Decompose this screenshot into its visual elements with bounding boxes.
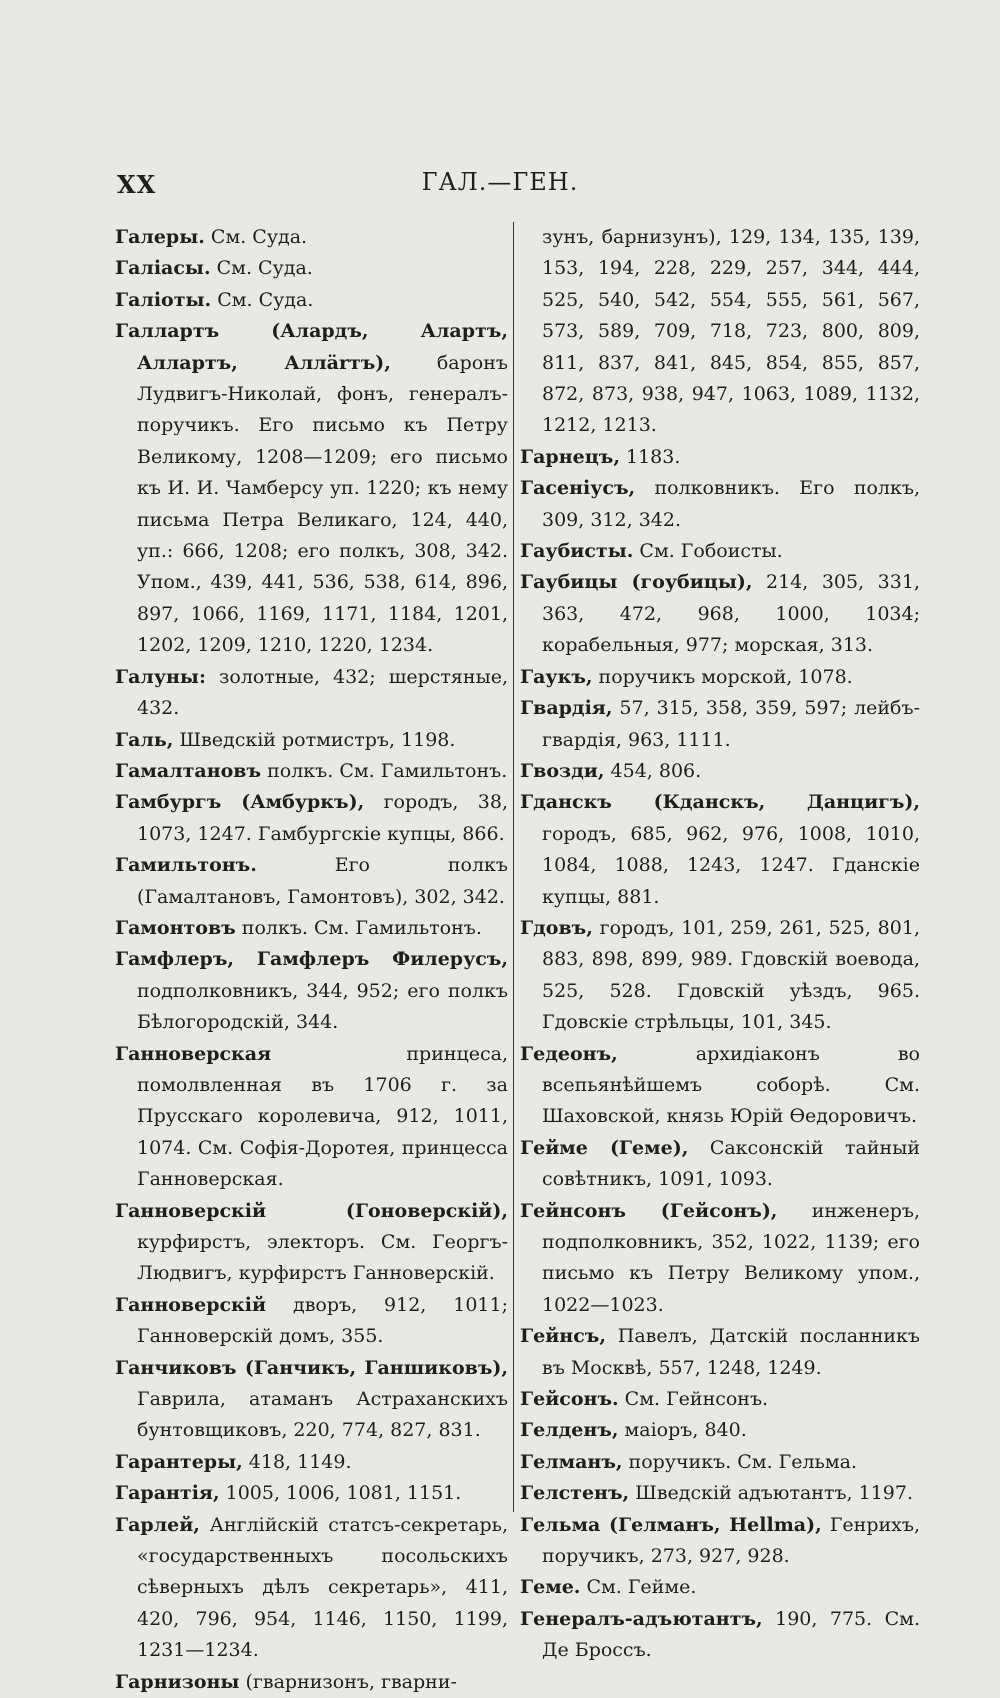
index-entry [520, 1384, 920, 1415]
entry-headword: Гейнсонъ (Гейсонъ), [520, 1199, 778, 1222]
entry-headword: Гамфлеръ, Гамфлеръ Филерусъ, [115, 948, 508, 971]
index-entry [520, 1478, 920, 1509]
entry-text: Шведскій адъютантъ, 1197. [629, 1482, 914, 1505]
entry-text: Его полкъ (Гамалтановъ, Гамонтовъ), 302, 342. [137, 854, 508, 908]
entry-headword: Галеры. [115, 226, 205, 248]
entry-headword: Гарантеры, [115, 1450, 243, 1473]
entry-text: Шведскій ротмистръ, 1198. [173, 728, 456, 751]
entry-text: золотные, 432; шерстяные, 432. [137, 665, 508, 720]
index-entry [520, 536, 920, 567]
entry-headword: Гейсонъ. [520, 1388, 619, 1411]
entry-text: Генрихъ, поручикъ, 273, 927, 928. [542, 1513, 920, 1568]
entry-text: дворъ, 912, 1011; Ганноверскій домъ, 355. [137, 1293, 508, 1348]
entry-text: поручикъ. См. Гельма. [622, 1450, 858, 1473]
entry-headword: Гелстенъ, [520, 1482, 630, 1505]
entry-text: Гаврила, атаманъ Астраханскихъ бунтовщиковъ, 220, 774, 827, 831. [137, 1388, 508, 1442]
entry-text: См. Гейнсонъ. [618, 1388, 769, 1411]
entry-text: 418, 1149. [242, 1450, 352, 1473]
index-entry [520, 1039, 920, 1133]
left-column [115, 222, 508, 1698]
entry-headword: Галіасы. [115, 257, 211, 280]
index-entry [115, 787, 508, 850]
index-entry [520, 1321, 920, 1384]
index-entry [115, 1667, 508, 1698]
entry-text: полковникъ. Его полкъ, 309, 312, 342. [542, 477, 920, 531]
page-folio: XX [117, 170, 157, 199]
entry-headword: Гарнецъ, [520, 445, 620, 468]
entry-text: полкъ. См. Гамильтонъ. [261, 759, 508, 782]
entry-headword: Гаубицы (гоубицы), [520, 571, 753, 594]
entry-text: 57, 315, 358, 359, 597; лейбъ-гвардія, 963, 1111. [542, 697, 920, 751]
entry-text: городъ, 685, 962, 976, 1008, 1010, 1084, 1088, 1243, 1247. Гданскіе купцы, 881. [542, 822, 920, 908]
index-entry [115, 662, 508, 725]
entry-headword: Гейме (Геме), [520, 1136, 689, 1159]
index-entry [520, 756, 920, 787]
index-entry [520, 1196, 920, 1322]
entry-headword: Гарнизоны [115, 1670, 240, 1693]
entry-text: поручикъ морской, 1078. [592, 665, 853, 688]
entry-text: Павелъ, Датскій посланникъ въ Москвѣ, 557, 1248, 1249. [542, 1325, 920, 1379]
entry-text: 1005, 1006, 1081, 1151. [219, 1482, 462, 1505]
index-entry [115, 285, 508, 316]
entry-text: городъ, 101, 259, 261, 525, 801, 883, 898, 899, 989. Гдовскій воевода, 525, 528. Гдовскій уѣздъ, 965. Гдовскіе стрѣльцы, 101, 345. [542, 916, 920, 1034]
entry-text: курфирстъ, электоръ. См. Георгъ-Людвигъ, курфирстъ Ганноверскій. [137, 1231, 508, 1285]
entry-headword: Галіоты. [115, 288, 212, 311]
entry-text: зунъ, барнизунъ), 129, 134, 135, 139, 153, 194, 228, 229, 257, 344, 444, 525, 540, 542, 554, 555, 561, 567, 573, 589, 709, 718, 723, 800, 809, 811, 837, 841, 845, 854, 855, 857, 872, 873, 938, 947, 1063, 1089, 1132, 1212, 1213. [542, 226, 920, 437]
index-entry [520, 1447, 920, 1478]
entry-headword: Генералъ-адъютантъ, [520, 1607, 763, 1630]
entry-text: 214, 305, 331, 363, 472, 968, 1000, 1034; корабельныя, 977; морская, 313. [542, 571, 920, 657]
entry-text: подполковникъ, 344, 952; его полкъ Бѣлогородскій, 344. [137, 979, 508, 1034]
index-entry [520, 1415, 920, 1446]
entry-headword: Гвозди, [520, 759, 605, 782]
entry-headword: Гаукъ, [520, 665, 593, 688]
index-entry [115, 1039, 508, 1196]
entry-text: архидіаконъ во всепьянѣйшемъ соборѣ. См. Шаховской, князь Юрій Ѳедоровичъ. [542, 1042, 920, 1128]
index-entry [115, 222, 508, 253]
index-entry [520, 1572, 920, 1603]
entry-headword: Гамалтановъ [115, 759, 262, 782]
running-head: ГАЛ.—ГЕН. [421, 168, 579, 196]
entry-headword: Гдовъ, [520, 916, 593, 939]
index-entry [115, 1447, 508, 1478]
entry-headword: Гелденъ, [520, 1419, 619, 1442]
entry-text: полкъ. См. Гамильтонъ. [235, 916, 482, 939]
entry-headword: Гданскъ (Кданскъ, Данцигъ), [520, 791, 920, 814]
entry-headword: Геме. [520, 1576, 581, 1599]
index-entry [115, 850, 508, 913]
entry-headword: Галлартъ (Алардъ, Алартъ, Аллартъ, Аллärтъ), [115, 320, 508, 374]
index-entry [115, 1290, 508, 1353]
index-entry [115, 725, 508, 756]
entry-text: См. Гейме. [580, 1576, 697, 1599]
index-entry [115, 1478, 508, 1509]
entry-text: (гварнизонъ, гварни- [239, 1670, 457, 1693]
entry-text: Саксонскій тайный совѣтникъ, 1091, 1093. [542, 1136, 920, 1191]
index-entry [520, 913, 920, 1039]
index-entry [520, 1604, 920, 1667]
right-column [520, 222, 920, 1667]
entry-headword: Гамильтонъ. [115, 854, 257, 877]
entry-headword: Гасеніусъ, [520, 477, 636, 500]
index-entry [520, 1133, 920, 1196]
index-entry [520, 473, 920, 536]
entry-headword: Гельма (Гелманъ, Hellma), [520, 1513, 822, 1536]
index-entry [115, 253, 508, 284]
index-entry [520, 662, 920, 693]
entry-headword: Галуны: [115, 665, 206, 688]
index-entry [520, 1510, 920, 1573]
index-entry [520, 222, 920, 442]
index-entry [520, 693, 920, 756]
entry-headword: Ганноверская [115, 1042, 272, 1065]
index-entry [115, 944, 508, 1038]
entry-text: баронъ Лудвигъ-Николай, фонъ, генералъ-поручикъ. Его письмо къ Петру Великому, 1208—1209; его письмо къ И. И. Чамберсу уп. 1220; къ нему письма Петра Великаго, 124, 440, уп.: 666, 1208; его полкъ, 308, 342. Упом., 439, 441, 536, 538, 614, 896, 897, 1066, 1169, 1171, 1184, 1201, 1202, 1209, 1210, 1220, 1234. [137, 351, 508, 657]
index-entry [115, 1510, 508, 1667]
index-entry [520, 567, 920, 661]
entry-text: инженеръ, подполковникъ, 352, 1022, 1139; его письмо къ Петру Великому упом., 1022—1023. [542, 1199, 920, 1316]
entry-headword: Гейнсъ, [520, 1325, 606, 1348]
index-entry [115, 316, 508, 661]
entry-text: См. Суда. [210, 257, 313, 280]
entry-headword: Ганноверскій [115, 1293, 267, 1316]
index-entry [115, 913, 508, 944]
entry-text: Англійскій статсъ-секретарь, «государственныхъ посольскихъ сѣверныхъ дѣлъ секретарь», 411, 420, 796, 954, 1146, 1150, 1199, 1231—1234. [137, 1513, 508, 1662]
entry-text: принцеса, помолвленная въ 1706 г. за Прусскаго королевича, 912, 1011, 1074. См. Софія-Доротея, принцесса Ганноверская. [137, 1042, 508, 1191]
entry-text: 1183. [619, 445, 681, 468]
entry-text: маіоръ, 840. [618, 1419, 747, 1442]
entry-text: См. Гобоисты. [633, 540, 783, 563]
entry-headword: Галь, [115, 728, 174, 751]
entry-headword: Гедеонъ, [520, 1042, 618, 1065]
entry-text: 190, 775. См. Де Броссъ. [542, 1607, 920, 1662]
index-entry [115, 756, 508, 787]
entry-headword: Гелманъ, [520, 1450, 623, 1473]
entry-headword: Гамонтовъ [115, 916, 236, 939]
entry-headword: Гарантія, [115, 1482, 220, 1505]
entry-headword: Гарлей, [115, 1513, 200, 1536]
entry-text: городъ, 38, 1073, 1247. Гамбургскіе купцы, 866. [137, 791, 508, 845]
entry-text: См. Суда. [204, 226, 308, 248]
column-divider [513, 222, 514, 1512]
index-entry [115, 1353, 508, 1447]
entry-text: 454, 806. [604, 759, 702, 782]
entry-headword: Гаубисты. [520, 540, 634, 563]
index-entry [115, 1196, 508, 1290]
entry-headword: Ганноверскій (Гоноверскій), [115, 1199, 508, 1222]
index-entry [520, 787, 920, 913]
entry-headword: Гамбургъ (Амбуркъ), [115, 791, 365, 814]
entry-text: См. Суда. [211, 288, 314, 311]
entry-headword: Гвардія, [520, 697, 613, 720]
index-entry [520, 442, 920, 473]
entry-headword: Ганчиковъ (Ганчикъ, Ганшиковъ), [115, 1356, 508, 1379]
